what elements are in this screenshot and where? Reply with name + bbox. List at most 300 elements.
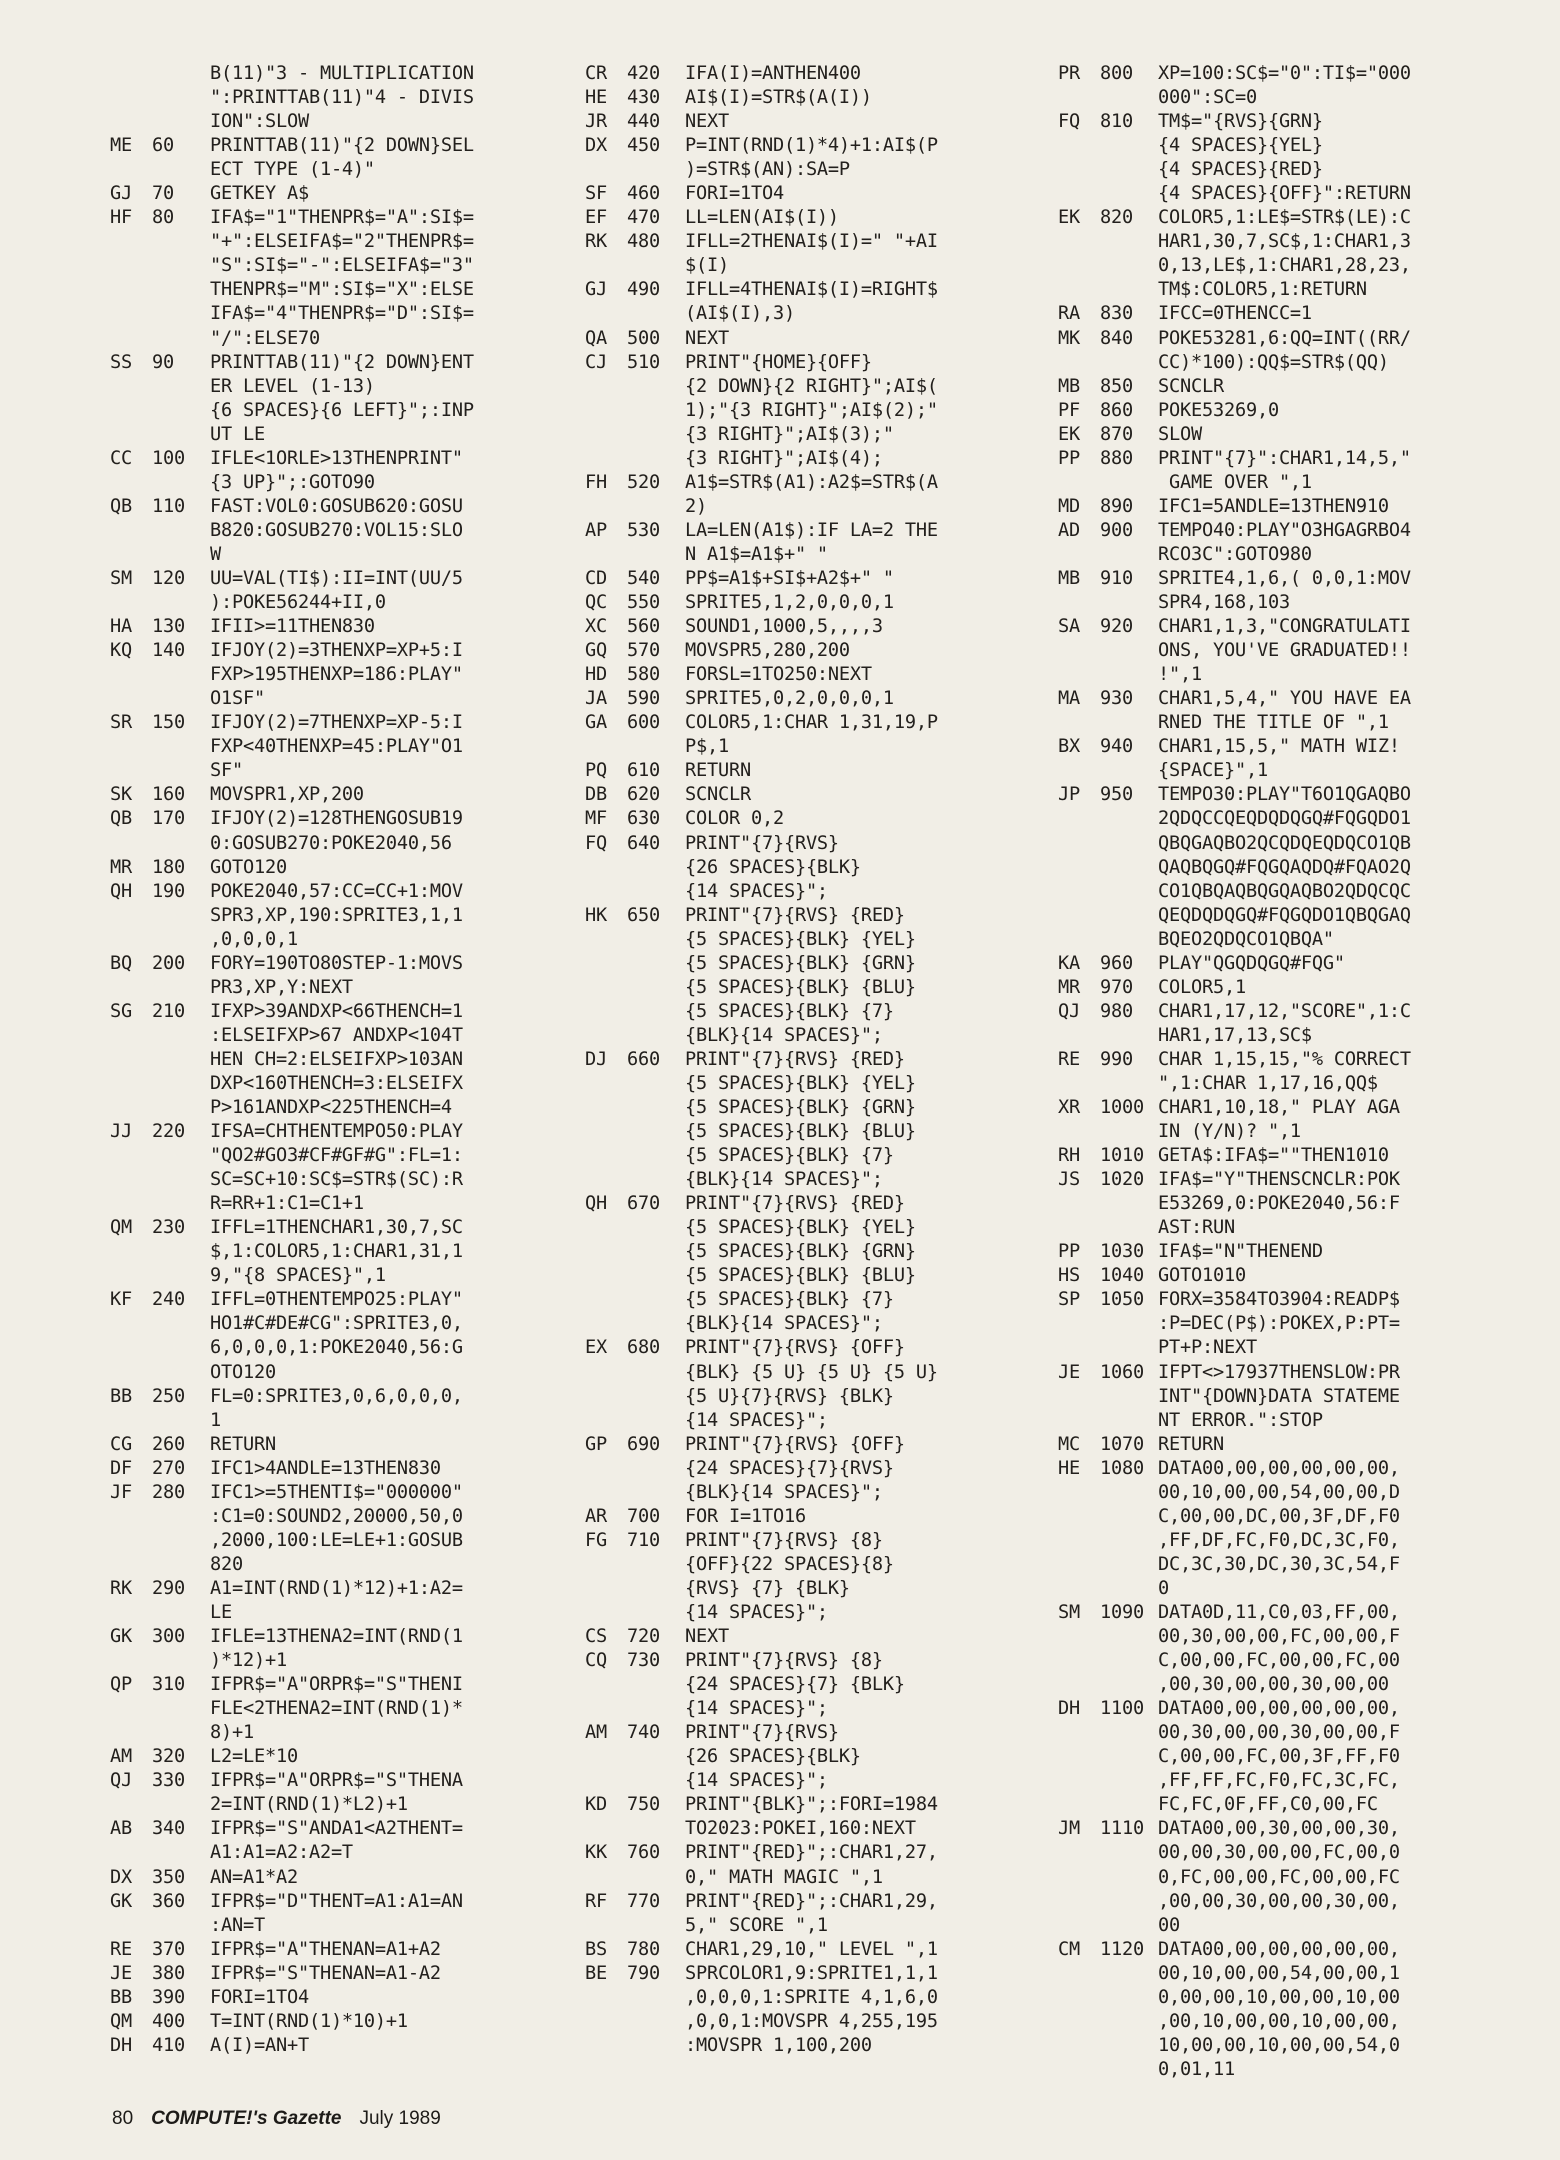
code-line bbox=[1058, 1505, 1508, 1529]
checksum: EK bbox=[1058, 423, 1080, 445]
code-line bbox=[110, 2010, 580, 2034]
code-line bbox=[110, 1938, 580, 1962]
code-text: {RVS} {7} {BLK} bbox=[685, 1577, 850, 1599]
checksum: AB bbox=[110, 1818, 132, 1840]
code-text: {5 U}{7}{RVS} {BLK} bbox=[685, 1385, 894, 1407]
code-text: :ELSEIFXP>67 ANDXP<104T bbox=[210, 1024, 463, 1046]
code-text: {3 RIGHT}";AI$(3);" bbox=[685, 423, 894, 445]
code-text: RNED THE TITLE OF ",1 bbox=[1158, 712, 1389, 734]
code-text: AI$(I)=STR$(A(I)) bbox=[685, 87, 872, 109]
line-number: 1090 bbox=[1100, 1602, 1144, 1623]
code-text: {14 SPACES}"; bbox=[685, 1409, 828, 1431]
code-text: POKE53281,6:QQ=INT((RR/ bbox=[1158, 327, 1411, 349]
code-text: UU=VAL(TI$):II=INT(UU/5 bbox=[210, 567, 463, 589]
checksum: MC bbox=[1058, 1433, 1080, 1455]
code-line bbox=[1058, 1793, 1508, 1817]
code-line bbox=[585, 1264, 1050, 1288]
code-line bbox=[110, 1481, 580, 1505]
code-text: DATA00,00,30,00,00,30, bbox=[1158, 1818, 1400, 1840]
line-number: 230 bbox=[152, 1217, 185, 1239]
checksum: QJ bbox=[1058, 1000, 1080, 1022]
code-text: :C1=0:SOUND2,20000,50,0 bbox=[210, 1505, 463, 1527]
code-line bbox=[110, 1216, 580, 1240]
code-line bbox=[585, 1601, 1050, 1625]
line-number: 510 bbox=[627, 351, 660, 373]
checksum: RE bbox=[1058, 1048, 1080, 1070]
line-number: 120 bbox=[152, 567, 185, 589]
code-line bbox=[110, 1288, 580, 1312]
code-text: SPR4,168,103 bbox=[1158, 592, 1290, 614]
code-line bbox=[585, 1577, 1050, 1601]
code-line bbox=[110, 399, 580, 423]
checksum: KQ bbox=[110, 640, 132, 662]
code-line bbox=[585, 1361, 1050, 1385]
code-line bbox=[1058, 1529, 1508, 1553]
code-text: PRINT"{7}{RVS} {RED} bbox=[685, 1193, 905, 1215]
checksum: SA bbox=[1058, 616, 1080, 638]
code-text: IFPR$="S"ANDA1<A2THENT= bbox=[210, 1818, 463, 1840]
code-text: SCNCLR bbox=[685, 784, 751, 806]
checksum: BB bbox=[110, 1986, 132, 2008]
code-line bbox=[110, 206, 580, 230]
code-text: E53269,0:POKE2040,56:F bbox=[1158, 1193, 1400, 1215]
code-text: COLOR5,1:CHAR 1,31,19,P bbox=[685, 712, 938, 734]
code-line bbox=[110, 1625, 580, 1649]
code-line bbox=[110, 1649, 580, 1673]
code-line bbox=[1058, 687, 1508, 711]
code-line bbox=[110, 615, 580, 639]
code-line bbox=[1058, 1577, 1508, 1601]
code-line bbox=[585, 1793, 1050, 1817]
code-text: PR3,XP,Y:NEXT bbox=[210, 976, 353, 998]
code-text: ,FF,DF,FC,F0,DC,3C,F0, bbox=[1158, 1529, 1400, 1551]
code-line bbox=[110, 807, 580, 831]
code-line bbox=[110, 1793, 580, 1817]
code-text: ,00,10,00,00,10,00,00, bbox=[1158, 2010, 1400, 2032]
checksum: FG bbox=[585, 1529, 607, 1551]
code-text: ONS, YOU'VE GRADUATED!! bbox=[1158, 640, 1411, 662]
code-text: IFJOY(2)=7THENXP=XP-5:I bbox=[210, 712, 463, 734]
code-text: ,0,0,1:MOVSPR 4,255,195 bbox=[685, 2010, 938, 2032]
code-text: {BLK}{14 SPACES}"; bbox=[685, 1481, 883, 1503]
code-text: B(11)"3 - MULTIPLICATION bbox=[210, 63, 474, 84]
line-number: 70 bbox=[152, 183, 174, 205]
checksum: JE bbox=[110, 1962, 132, 1984]
checksum: SS bbox=[110, 351, 132, 373]
code-line bbox=[1058, 62, 1508, 86]
checksum: XR bbox=[1058, 1097, 1080, 1119]
code-text: IFPR$="A"THENAN=A1+A2 bbox=[210, 1938, 441, 1960]
line-number: 280 bbox=[152, 1481, 185, 1503]
code-text: CHAR1,1,3,"CONGRATULATI bbox=[1158, 616, 1411, 638]
code-line bbox=[110, 375, 580, 399]
code-line bbox=[110, 1096, 580, 1120]
checksum: QH bbox=[585, 1193, 607, 1215]
code-text: FOR I=1TO16 bbox=[685, 1505, 806, 1527]
code-text: A1=INT(RND(1)*12)+1:A2= bbox=[210, 1577, 463, 1599]
code-text: PLAY"QGQDQGQ#FQG" bbox=[1158, 952, 1345, 974]
code-line bbox=[585, 1168, 1050, 1192]
checksum: MR bbox=[110, 856, 132, 878]
code-line bbox=[1058, 254, 1508, 278]
code-text: IFA$="N"THENEND bbox=[1158, 1241, 1323, 1263]
code-text: DATA00,00,00,00,00,00, bbox=[1158, 1457, 1400, 1479]
code-line bbox=[585, 519, 1050, 543]
code-text: CHAR1,29,10," LEVEL ",1 bbox=[685, 1938, 938, 1960]
line-number: 420 bbox=[627, 63, 660, 84]
code-line bbox=[1058, 278, 1508, 302]
code-line bbox=[585, 543, 1050, 567]
code-line bbox=[1058, 1817, 1508, 1841]
code-text: SCNCLR bbox=[1158, 375, 1224, 397]
code-text: IFCC=0THENCC=1 bbox=[1158, 303, 1312, 325]
code-text: :AN=T bbox=[210, 1914, 265, 1936]
line-number: 220 bbox=[152, 1121, 185, 1143]
code-text: LL=LEN(AI$(I)) bbox=[685, 207, 839, 229]
code-line bbox=[110, 1024, 580, 1048]
code-line bbox=[110, 1673, 580, 1697]
checksum: JF bbox=[110, 1481, 132, 1503]
line-number: 700 bbox=[627, 1505, 660, 1527]
code-text: ,2000,100:LE=LE+1:GOSUB bbox=[210, 1529, 463, 1551]
code-text: P=INT(RND(1)*4)+1:AI$(P bbox=[685, 135, 938, 157]
code-text: IFLL=4THENAI$(I)=RIGHT$ bbox=[685, 279, 938, 301]
code-text: NEXT bbox=[685, 327, 729, 349]
line-number: 1010 bbox=[1100, 1145, 1144, 1167]
checksum: AD bbox=[1058, 519, 1080, 541]
line-number: 440 bbox=[627, 111, 660, 133]
checksum: MK bbox=[1058, 327, 1080, 349]
checksum: SK bbox=[110, 784, 132, 806]
code-line bbox=[585, 687, 1050, 711]
line-number: 800 bbox=[1100, 63, 1133, 84]
code-text: TEMPO40:PLAY"O3HGAGRBO4 bbox=[1158, 519, 1411, 541]
line-number: 90 bbox=[152, 351, 174, 373]
code-line bbox=[110, 182, 580, 206]
code-text: P>161ANDXP<225THENCH=4 bbox=[210, 1097, 452, 1119]
line-number: 810 bbox=[1100, 111, 1133, 133]
line-number: 920 bbox=[1100, 616, 1133, 638]
code-line bbox=[1058, 1144, 1508, 1168]
checksum: MB bbox=[1058, 375, 1080, 397]
code-line bbox=[110, 1745, 580, 1769]
line-number: 320 bbox=[152, 1746, 185, 1768]
listing-column-3 bbox=[1058, 62, 1508, 2082]
line-number: 240 bbox=[152, 1289, 185, 1311]
code-line bbox=[1058, 1625, 1508, 1649]
code-line bbox=[1058, 1361, 1508, 1385]
line-number: 1030 bbox=[1100, 1241, 1144, 1263]
code-line bbox=[1058, 327, 1508, 351]
code-line bbox=[110, 1312, 580, 1336]
checksum: QH bbox=[110, 880, 132, 902]
code-text: PRINT"{7}":CHAR1,14,5," bbox=[1158, 447, 1411, 469]
code-text: {5 SPACES}{BLK} {YEL} bbox=[685, 1072, 916, 1094]
code-line bbox=[585, 1481, 1050, 1505]
code-text: {BLK}{14 SPACES}"; bbox=[685, 1169, 883, 1191]
code-text: (AI$(I),3) bbox=[685, 303, 795, 325]
code-text: 0:GOSUB270:POKE2040,56 bbox=[210, 832, 452, 854]
code-text: {24 SPACES}{7} {BLK} bbox=[685, 1674, 905, 1696]
code-line bbox=[585, 1240, 1050, 1264]
code-line bbox=[1058, 2058, 1508, 2082]
code-text: "/":ELSE70 bbox=[210, 327, 320, 349]
page-number: 80 bbox=[112, 2108, 134, 2129]
code-line bbox=[1058, 1457, 1508, 1481]
checksum: CD bbox=[585, 567, 607, 589]
code-line bbox=[1058, 2010, 1508, 2034]
code-text: 2QDQCCQEQDQDQGQ#FQGQDO1 bbox=[1158, 808, 1411, 830]
line-number: 630 bbox=[627, 808, 660, 830]
code-line bbox=[110, 327, 580, 351]
code-line bbox=[1058, 158, 1508, 182]
code-text: {5 SPACES}{BLK} {YEL} bbox=[685, 1217, 916, 1239]
checksum: HD bbox=[585, 664, 607, 686]
checksum: DX bbox=[585, 135, 607, 157]
code-line bbox=[585, 880, 1050, 904]
code-text: W bbox=[210, 543, 221, 565]
code-line bbox=[1058, 711, 1508, 735]
code-line bbox=[1058, 495, 1508, 519]
code-line bbox=[585, 1625, 1050, 1649]
code-text: CHAR1,5,4," YOU HAVE EA bbox=[1158, 688, 1411, 710]
checksum: SR bbox=[110, 712, 132, 734]
code-line bbox=[1058, 543, 1508, 567]
line-number: 930 bbox=[1100, 688, 1133, 710]
code-line bbox=[110, 1577, 580, 1601]
code-line bbox=[585, 2034, 1050, 2058]
code-text: B820:GOSUB270:VOL15:SLO bbox=[210, 519, 463, 541]
code-line bbox=[585, 1120, 1050, 1144]
code-line bbox=[585, 1216, 1050, 1240]
checksum: QP bbox=[110, 1674, 132, 1696]
code-text: 6,0,0,0,1:POKE2040,56:G bbox=[210, 1337, 463, 1359]
checksum: PP bbox=[1058, 447, 1080, 469]
code-line bbox=[110, 1385, 580, 1409]
code-line bbox=[1058, 832, 1508, 856]
code-text: 5," SCORE ",1 bbox=[685, 1914, 828, 1936]
code-text: {4 SPACES}{OFF}":RETURN bbox=[1158, 183, 1411, 205]
code-line bbox=[585, 254, 1050, 278]
checksum: RE bbox=[110, 1938, 132, 1960]
code-line bbox=[1058, 904, 1508, 928]
code-line bbox=[110, 880, 580, 904]
code-text: 2) bbox=[685, 495, 707, 517]
code-text: ,00,00,30,00,00,30,00, bbox=[1158, 1890, 1400, 1912]
code-line bbox=[1058, 1120, 1508, 1144]
code-line bbox=[585, 1962, 1050, 1986]
code-line bbox=[110, 62, 580, 86]
checksum: PQ bbox=[585, 760, 607, 782]
checksum: RF bbox=[585, 1890, 607, 1912]
code-line bbox=[585, 134, 1050, 158]
line-number: 940 bbox=[1100, 736, 1133, 758]
code-text: QBQGAQBO2QCQDQEQDQCO1QB bbox=[1158, 832, 1411, 854]
code-text: {4 SPACES}{YEL} bbox=[1158, 135, 1323, 157]
code-line bbox=[1058, 1938, 1508, 1962]
code-line bbox=[1058, 1216, 1508, 1240]
code-text: SPRCOLOR1,9:SPRITE1,1,1 bbox=[685, 1962, 938, 1984]
code-text: IFLE=13THENA2=INT(RND(1 bbox=[210, 1626, 463, 1648]
checksum: BX bbox=[1058, 736, 1080, 758]
code-text: FXP<40THENXP=45:PLAY"O1 bbox=[210, 736, 463, 758]
code-line bbox=[585, 110, 1050, 134]
code-line bbox=[585, 1986, 1050, 2010]
code-text: 00,00,30,00,00,FC,00,0 bbox=[1158, 1842, 1400, 1864]
code-line bbox=[110, 952, 580, 976]
line-number: 790 bbox=[627, 1962, 660, 1984]
code-line bbox=[110, 302, 580, 326]
code-line bbox=[585, 158, 1050, 182]
code-text: IFPT<>17937THENSLOW:PR bbox=[1158, 1361, 1400, 1383]
checksum: EX bbox=[585, 1337, 607, 1359]
code-text: GOTO120 bbox=[210, 856, 287, 878]
code-text: PP$=A1$+SI$+A2$+" " bbox=[685, 567, 894, 589]
code-line bbox=[585, 1096, 1050, 1120]
checksum: GK bbox=[110, 1626, 132, 1648]
code-line bbox=[1058, 86, 1508, 110]
code-line bbox=[1058, 1312, 1508, 1336]
code-text: C,00,00,DC,00,3F,DF,F0 bbox=[1158, 1505, 1400, 1527]
code-text: {5 SPACES}{BLK} {GRN} bbox=[685, 952, 916, 974]
code-line bbox=[585, 832, 1050, 856]
code-text: AST:RUN bbox=[1158, 1217, 1235, 1239]
checksum: BE bbox=[585, 1962, 607, 1984]
code-text: {5 SPACES}{BLK} {YEL} bbox=[685, 928, 916, 950]
checksum: HK bbox=[585, 904, 607, 926]
line-number: 140 bbox=[152, 640, 185, 662]
code-line bbox=[1058, 1072, 1508, 1096]
code-line bbox=[110, 1192, 580, 1216]
line-number: 560 bbox=[627, 616, 660, 638]
code-line bbox=[110, 134, 580, 158]
code-line bbox=[1058, 1433, 1508, 1457]
checksum: SM bbox=[110, 567, 132, 589]
line-number: 110 bbox=[152, 495, 185, 517]
code-line bbox=[1058, 976, 1508, 1000]
checksum: KK bbox=[585, 1842, 607, 1864]
code-text: PRINT"{RED}";:CHAR1,29, bbox=[685, 1890, 938, 1912]
line-number: 490 bbox=[627, 279, 660, 301]
code-text: PRINT"{BLK}";:FORI=1984 bbox=[685, 1794, 938, 1816]
code-text: 0," MATH MAGIC ",1 bbox=[685, 1866, 883, 1888]
line-number: 990 bbox=[1100, 1048, 1133, 1070]
code-text: {3 UP}";:GOTO90 bbox=[210, 471, 375, 493]
code-text: IFJOY(2)=128THENGOSUB19 bbox=[210, 808, 463, 830]
code-line bbox=[110, 663, 580, 687]
listing-column-2 bbox=[585, 62, 1050, 2058]
code-line bbox=[1058, 1481, 1508, 1505]
code-line bbox=[585, 1769, 1050, 1793]
code-line bbox=[1058, 1962, 1508, 1986]
code-text: GETKEY A$ bbox=[210, 183, 309, 205]
code-line bbox=[585, 86, 1050, 110]
code-line bbox=[1058, 807, 1508, 831]
code-line bbox=[110, 1120, 580, 1144]
code-line bbox=[110, 976, 580, 1000]
code-text: FC,FC,0F,FF,C0,00,FC bbox=[1158, 1794, 1378, 1816]
code-text: O1SF" bbox=[210, 688, 265, 710]
code-text: {5 SPACES}{BLK} {7} bbox=[685, 1289, 894, 1311]
line-number: 400 bbox=[152, 2010, 185, 2032]
line-number: 860 bbox=[1100, 399, 1133, 421]
line-number: 780 bbox=[627, 1938, 660, 1960]
code-text: QAQBQGQ#FQGQAQDQ#FQAO2Q bbox=[1158, 856, 1411, 878]
code-text: NEXT bbox=[685, 1626, 729, 1648]
checksum: CS bbox=[585, 1626, 607, 1648]
code-text: {5 SPACES}{BLK} {BLU} bbox=[685, 1121, 916, 1143]
code-text: LA=LEN(A1$):IF LA=2 THE bbox=[685, 519, 938, 541]
checksum: ME bbox=[110, 135, 132, 157]
line-number: 170 bbox=[152, 808, 185, 830]
code-text: PRINT"{7}{RVS} bbox=[685, 832, 839, 854]
code-text: "S":SI$="-":ELSEIFA$="3" bbox=[210, 255, 474, 277]
code-line bbox=[110, 1866, 580, 1890]
code-line bbox=[1058, 1769, 1508, 1793]
code-line bbox=[110, 1986, 580, 2010]
checksum: KF bbox=[110, 1289, 132, 1311]
code-text: PRINT"{7}{RVS} {OFF} bbox=[685, 1337, 905, 1359]
code-text: R=RR+1:C1=C1+1 bbox=[210, 1193, 364, 1215]
code-line bbox=[585, 447, 1050, 471]
line-number: 1100 bbox=[1100, 1698, 1144, 1720]
code-line bbox=[1058, 735, 1508, 759]
code-text: N A1$=A1$+" " bbox=[685, 543, 828, 565]
code-line bbox=[585, 1914, 1050, 1938]
line-number: 690 bbox=[627, 1433, 660, 1455]
line-number: 970 bbox=[1100, 976, 1133, 998]
code-text: FORI=1TO4 bbox=[210, 1986, 309, 2008]
checksum: KA bbox=[1058, 952, 1080, 974]
code-line bbox=[110, 1817, 580, 1841]
code-text: IFC1>4ANDLE=13THEN830 bbox=[210, 1457, 441, 1479]
line-number: 760 bbox=[627, 1842, 660, 1864]
line-number: 130 bbox=[152, 616, 185, 638]
line-number: 670 bbox=[627, 1193, 660, 1215]
line-number: 890 bbox=[1100, 495, 1133, 517]
code-line bbox=[110, 1697, 580, 1721]
code-text: IFLE<1ORLE>13THENPRINT" bbox=[210, 447, 463, 469]
code-line bbox=[1058, 1000, 1508, 1024]
code-text: IFC1>=5THENTI$="000000" bbox=[210, 1481, 463, 1503]
code-text: T=INT(RND(1)*10)+1 bbox=[210, 2010, 408, 2032]
code-line bbox=[110, 1553, 580, 1577]
code-line bbox=[1058, 447, 1508, 471]
checksum: HS bbox=[1058, 1265, 1080, 1287]
code-text: BQEO2QDQCO1QBQA" bbox=[1158, 928, 1334, 950]
code-line bbox=[585, 1721, 1050, 1745]
code-line bbox=[1058, 856, 1508, 880]
code-text: !",1 bbox=[1158, 664, 1202, 686]
code-text: FORI=1TO4 bbox=[685, 183, 784, 205]
code-line bbox=[1058, 1264, 1508, 1288]
code-text: {26 SPACES}{BLK} bbox=[685, 1746, 861, 1768]
code-line bbox=[585, 1553, 1050, 1577]
code-line bbox=[1058, 471, 1508, 495]
line-number: 390 bbox=[152, 1986, 185, 2008]
code-line bbox=[585, 2010, 1050, 2034]
code-text: IFFL=0THENTEMPO25:PLAY" bbox=[210, 1289, 463, 1311]
code-text: {6 SPACES}{6 LEFT}";:INP bbox=[210, 399, 474, 421]
code-text: DATA0D,11,C0,03,FF,00, bbox=[1158, 1602, 1400, 1623]
code-line bbox=[1058, 399, 1508, 423]
code-line bbox=[110, 687, 580, 711]
code-text: {26 SPACES}{BLK} bbox=[685, 856, 861, 878]
code-text: 10,00,00,10,00,00,54,0 bbox=[1158, 2034, 1400, 2056]
code-text: )=STR$(AN):SA=P bbox=[685, 159, 850, 181]
checksum: EK bbox=[1058, 207, 1080, 229]
code-line bbox=[1058, 567, 1508, 591]
